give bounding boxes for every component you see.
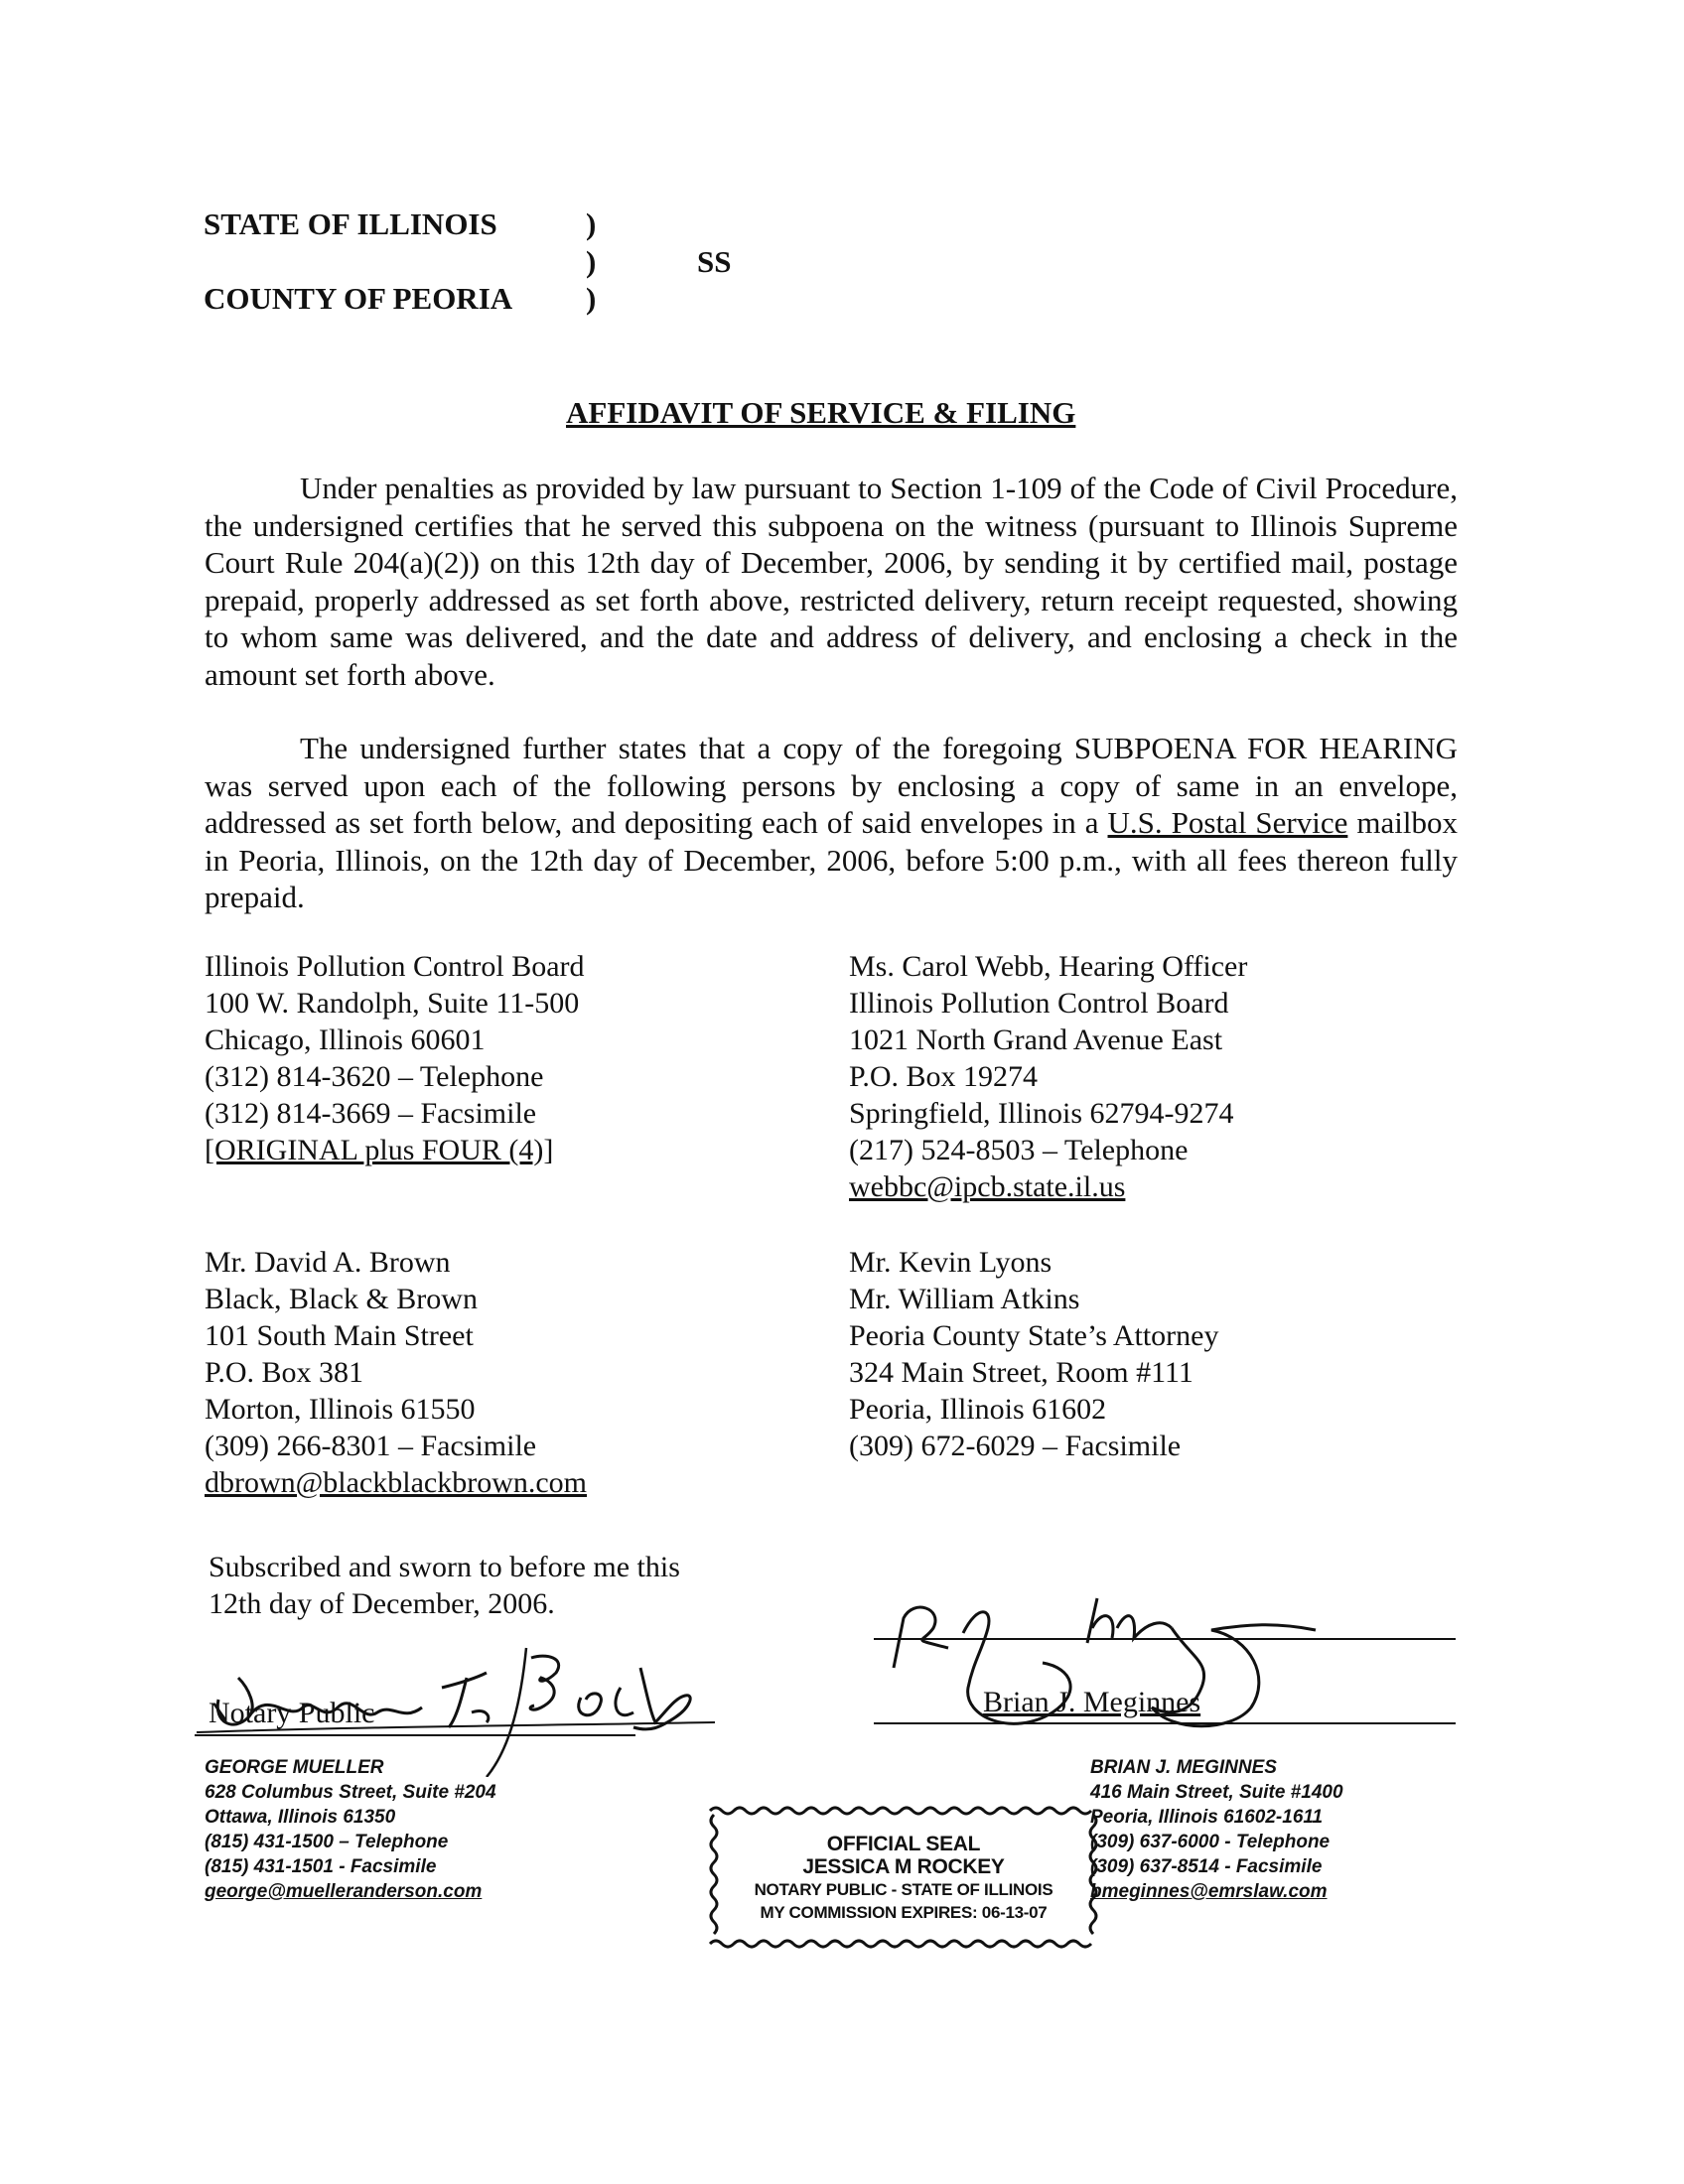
seal-notary-name: JESSICA M ROCKEY	[802, 1855, 1005, 1878]
paragraph-service-text: Under penalties as provided by law pursuant to Section 1-109 of the Code of Civil Procedure, the undersigned certifies that he served this subpoena on the witness (pursuant to Illinois Supreme Court Rule 204(a)(2)) on this 12th day of December, 2006, by sending it by certified mail, postage prepaid, properly addressed as set forth above, restricted delivery, return receipt requested, showing to whom same was delivered, and the date and address of delivery, and enclosing a check in the amount set forth above.	[205, 471, 1458, 692]
notary-label: Notary Public	[209, 1697, 375, 1729]
counsel-phone: (815) 431-1500 – Telephone	[205, 1832, 449, 1852]
counsel-fax: (309) 637-8514 - Facsimile	[1090, 1856, 1323, 1877]
notary-signature-line	[195, 1734, 635, 1736]
address-line: Morton, Illinois 61550	[205, 1393, 476, 1426]
jurat	[209, 1549, 680, 1622]
affiant-upper-line	[874, 1638, 1456, 1640]
address-webb	[849, 948, 1247, 1205]
address-line: P.O. Box 19274	[849, 1060, 1039, 1093]
fax-line: (309) 266-8301 – Facsimile	[205, 1430, 537, 1462]
address-line: Mr. David A. Brown	[205, 1246, 451, 1279]
address-line: Peoria County State’s Attorney	[849, 1319, 1219, 1352]
address-line: Mr. Kevin Lyons	[849, 1246, 1052, 1279]
address-line: Illinois Pollution Control Board	[849, 987, 1229, 1020]
seal-heading: OFFICIAL SEAL	[826, 1833, 981, 1855]
address-ipcb	[205, 948, 585, 1168]
official-seal-stamp	[700, 1797, 1107, 1956]
email-link[interactable]: webbc@ipcb.state.il.us	[849, 1170, 1126, 1203]
copies-note: [ORIGINAL plus FOUR (4)]	[205, 1134, 554, 1166]
affiant-signature-line	[874, 1722, 1456, 1724]
jurat-line: Subscribed and sworn to before me this	[209, 1551, 680, 1583]
address-line: Peoria, Illinois 61602	[849, 1393, 1107, 1426]
paragraph-filing-text-end: mailbox in Peoria, Illinois, on the 12th day of December, 2006, before 5:00 p.m., with all fees thereon fully prepaid.	[205, 805, 1458, 914]
counsel-left	[205, 1755, 496, 1904]
caption-paren: )	[586, 244, 597, 279]
seal-state: NOTARY PUBLIC - STATE OF ILLINOIS	[754, 1880, 1053, 1899]
fax-line: (312) 814-3669 – Facsimile	[205, 1097, 537, 1130]
postal-service-text: U.S. Postal Service	[1107, 805, 1348, 840]
document-title: AFFIDAVIT OF SERVICE & FILING	[566, 395, 1076, 430]
address-line: Ms. Carol Webb, Hearing Officer	[849, 950, 1248, 983]
caption-state: STATE OF ILLINOIS	[204, 206, 497, 241]
jurat-date: 12th day of December, 2006.	[209, 1587, 555, 1620]
email-link[interactable]: dbrown@blackblackbrown.com	[205, 1466, 588, 1499]
counsel-phone: (309) 637-6000 - Telephone	[1090, 1832, 1331, 1852]
address-line: Springfield, Illinois 62794-9274	[849, 1097, 1234, 1130]
paragraph-service	[205, 470, 1458, 693]
address-line: 101 South Main Street	[205, 1319, 474, 1352]
counsel-email-link[interactable]: george@muelleranderson.com	[205, 1881, 483, 1902]
counsel-name: GEORGE MUELLER	[205, 1757, 384, 1778]
address-line: 1021 North Grand Avenue East	[849, 1024, 1223, 1056]
affiant-name: Brian J. Meginnes	[983, 1686, 1201, 1718]
address-line: 324 Main Street, Room #111	[849, 1356, 1193, 1389]
fax-line: (309) 672-6029 – Facsimile	[849, 1430, 1182, 1462]
address-line: Black, Black & Brown	[205, 1283, 478, 1315]
counsel-email-link[interactable]: bmeginnes@emrslaw.com	[1090, 1881, 1328, 1902]
counsel-fax: (815) 431-1501 - Facsimile	[205, 1856, 437, 1877]
paragraph-filing-text: The undersigned further states that a copy of the foregoing SUBPOENA FOR HEARING was served upon each of the following persons by enclosing a copy of same in an envelope, addressed as set forth below, and depositing each of said envelopes in a	[205, 731, 1458, 840]
address-brown	[205, 1244, 587, 1501]
phone-line: (312) 814-3620 – Telephone	[205, 1060, 544, 1093]
address-line: Mr. William Atkins	[849, 1283, 1080, 1315]
paragraph-filing	[205, 730, 1458, 916]
counsel-city: Peoria, Illinois 61602-1611	[1090, 1807, 1324, 1828]
address-lyons	[849, 1244, 1218, 1464]
address-line: Illinois Pollution Control Board	[205, 950, 585, 983]
caption-paren: )	[586, 281, 597, 316]
address-line: 100 W. Randolph, Suite 11-500	[205, 987, 580, 1020]
seal-expiration: MY COMMISSION EXPIRES: 06-13-07	[760, 1903, 1048, 1922]
caption-ss: SS	[697, 244, 732, 279]
counsel-address: 416 Main Street, Suite #1400	[1090, 1782, 1343, 1803]
address-line: P.O. Box 381	[205, 1356, 364, 1389]
counsel-address: 628 Columbus Street, Suite #204	[205, 1782, 496, 1803]
phone-line: (217) 524-8503 – Telephone	[849, 1134, 1189, 1166]
seal-text	[700, 1833, 1107, 1924]
address-line: Chicago, Illinois 60601	[205, 1024, 486, 1056]
counsel-name: BRIAN J. MEGINNES	[1090, 1757, 1277, 1778]
counsel-city: Ottawa, Illinois 61350	[205, 1807, 396, 1828]
caption-county: COUNTY OF PEORIA	[204, 281, 513, 316]
caption-paren: )	[586, 206, 597, 241]
counsel-right	[1090, 1755, 1343, 1904]
